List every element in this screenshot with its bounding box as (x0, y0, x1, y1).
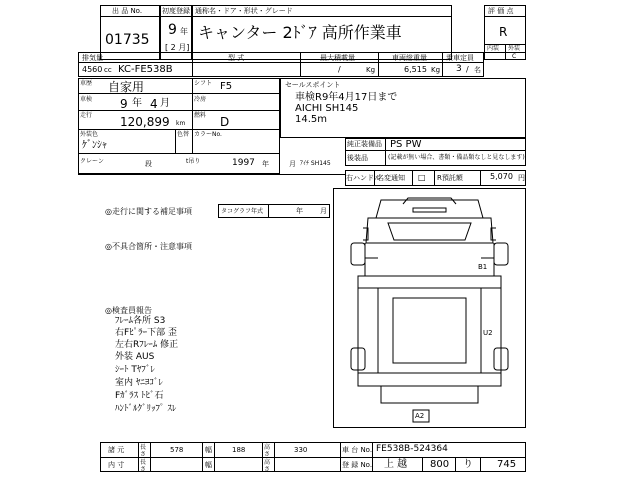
model-label: 型 式 (228, 54, 245, 62)
model-value: KC-FE538B (118, 64, 173, 75)
divider (78, 62, 484, 63)
divider (160, 16, 192, 17)
sales-point-line-1: 車検R9年4月17日まで (295, 92, 398, 103)
crane-year-unit: 年 (262, 160, 269, 168)
inspection-month-unit: 月 (160, 98, 170, 109)
size-label: 諸 元 (108, 446, 125, 454)
divider (274, 442, 275, 472)
divider (192, 16, 452, 17)
color-no-label: カラーNo. (194, 131, 222, 138)
recycle-label: R預託額 (437, 174, 463, 182)
handle-label: 右ハンドル (346, 174, 381, 182)
reg-area: 上 越 (384, 459, 408, 470)
vehicle-diagram (333, 188, 526, 428)
capacity-separator: / (466, 65, 469, 74)
mileage-label: 走行 (80, 112, 93, 119)
capacity-value: 3 (456, 64, 462, 74)
diagram-mark-u2: U2 (483, 329, 493, 337)
divider (455, 457, 456, 472)
width-label: 幅 (205, 446, 212, 454)
shift-value: F5 (220, 81, 233, 92)
divider (378, 52, 379, 77)
displacement-label: 排気量 (82, 54, 103, 62)
divider (150, 442, 151, 472)
chassis-value: FE538B-524364 (376, 444, 448, 454)
mileage-note-label: ◎走行に関する補足事項 (105, 207, 192, 216)
divider (268, 204, 269, 218)
gross-weight-value: 6,515 (404, 65, 427, 74)
maxload-label: 最大積載量 (320, 54, 355, 62)
kg-unit: Kg (431, 66, 441, 74)
divider (262, 442, 263, 472)
car-name: キャンター 2ﾄﾞｱ 高所作業車 (198, 23, 402, 42)
divider (192, 52, 193, 77)
diagram-mark-a2: A2 (415, 412, 425, 420)
exterior-label: 外装 (508, 45, 521, 52)
divider (78, 129, 280, 130)
diagram-mark-b1: B1 (478, 263, 488, 271)
inspector-line-8: ﾊﾝﾄﾞﾙｸﾞﾘｯﾌﾟ ｽﾚ (115, 404, 177, 414)
equipment-value: PS PW (390, 139, 422, 150)
sales-point-line-3: 14.5m (295, 114, 328, 125)
divider (480, 170, 481, 186)
defects-label: ◎不具合箇所・注意事項 (105, 242, 192, 251)
reg-number: 745 (497, 459, 517, 470)
kg-unit: Kg (366, 66, 376, 74)
crane-month-label: 月 (289, 160, 296, 168)
aftermarket-label: 後装品 (347, 154, 368, 162)
crane-year: 1997 (232, 158, 255, 168)
chassis-label: 車 台 No. (342, 446, 373, 454)
name-change-box: □ (418, 173, 426, 182)
divider (442, 52, 443, 77)
category-value: 自家用 (108, 80, 145, 94)
lot-number: 01735 (105, 32, 150, 48)
category-label: 車歴 (80, 80, 93, 87)
tacho-month-unit: 月 (320, 207, 327, 215)
divider (345, 150, 526, 151)
inspection-month: 4 (150, 97, 158, 111)
divider (175, 129, 176, 153)
exterior-grade: C (512, 53, 517, 60)
name-change-label: 名変通知 (377, 174, 405, 182)
inspector-line-2: 右Fﾋﾟﾗｰ下部 歪 (115, 328, 178, 338)
reg-class: 800 (430, 459, 450, 470)
capacity-unit: 名 (474, 66, 481, 74)
divider (372, 442, 373, 472)
sales-point-label: セールスポイント (285, 81, 341, 89)
divider (300, 52, 301, 77)
inner-width-label: 幅 (205, 461, 212, 469)
inner-size-label: 内 寸 (108, 461, 125, 469)
inspection-year: 9 (120, 97, 128, 111)
reg-kana: り (463, 459, 473, 470)
reg-year-unit: 年 (180, 27, 188, 36)
displacement-value: 4560 (82, 65, 103, 74)
crane-ton-unit: t吊り (186, 158, 201, 165)
reg-no-label: 登 録 No. (342, 461, 373, 469)
score-label: 評 価 点 (488, 7, 514, 15)
equipment-label: 純正装備品 (347, 140, 382, 148)
reg-year: 9 (168, 22, 177, 38)
fuel-value: D (220, 115, 230, 129)
inspector-title: ◎検査員報告 (105, 306, 152, 315)
maxload-value: / (338, 65, 341, 74)
divider (505, 44, 506, 60)
inspection-year-unit: 年 (132, 98, 142, 109)
width-value: 188 (232, 446, 246, 454)
inner-length-label: 長さ (140, 459, 147, 473)
inspector-line-7: Fｶﾞﾗｽ ﾄﾋﾞ石 (115, 391, 164, 401)
crane-stage-unit: 段 (145, 160, 152, 168)
score-value: R (499, 25, 508, 39)
inspector-line-5: ｼｰﾄ Tﾔﾌﾞﾚ (115, 365, 155, 375)
inspector-line-1: ﾌﾚｰﾑ各所 S3 (115, 316, 166, 326)
fuel-label: 燃料 (194, 112, 207, 119)
mileage-value: 120,899 (120, 115, 170, 129)
yen-unit: 円 (518, 174, 525, 182)
sales-point-line-2: AICHI SH145 (295, 103, 359, 114)
divider (100, 457, 526, 458)
ext-color-value: ｹﾞﾝｼｬ (82, 140, 107, 151)
divider (484, 16, 526, 17)
inner-height-label: 高さ (264, 459, 271, 473)
crane-label: クレーン (80, 158, 104, 165)
divider (192, 129, 193, 153)
crane-model: ｱｲﾁ SH145 (300, 160, 331, 167)
gross-weight-label: 車両総重量 (392, 54, 427, 62)
divider (78, 110, 280, 111)
length-label: 長さ (140, 444, 147, 458)
divider (340, 442, 341, 472)
divider (192, 78, 193, 129)
inspector-line-3: 左右Rﾌﾚｰﾑ 修正 (115, 340, 179, 350)
height-value: 330 (294, 446, 308, 454)
divider (214, 442, 215, 472)
divider (385, 138, 386, 166)
divider (422, 457, 423, 472)
capacity-label: 乗車定員 (446, 54, 474, 62)
inspection-label: 車検 (80, 96, 93, 103)
divider (480, 457, 481, 472)
car-name-label: 通称名・ドア・形状・グレード (195, 7, 293, 15)
length-value: 578 (170, 446, 184, 454)
first-reg-label: 初度登録 (162, 7, 190, 15)
shift-label: シフト (194, 80, 213, 87)
cc-unit: cc (104, 66, 112, 74)
recycle-value: 5,070 (490, 172, 513, 181)
interior-label: 内装 (487, 45, 500, 52)
divider (412, 170, 413, 186)
aircon-label: 冷房 (194, 96, 207, 103)
tacho-year-unit: 年 (296, 207, 303, 215)
inspector-line-6: 室内 ﾔﾆﾖｺﾞﾚ (115, 378, 163, 388)
aftermarket-note: (記載が無い場合、書類・備品類なしと見なします) (388, 154, 525, 161)
reg-month: [ 2 月] (165, 43, 190, 52)
color-change-label: 色替 (177, 131, 190, 138)
lot-label: 出 品 No. (112, 7, 143, 15)
height-label: 高さ (264, 444, 271, 458)
tacho-label: タコグラフ年式 (221, 208, 264, 215)
divider (138, 442, 139, 472)
inspector-line-4: 外装 AUS (115, 352, 155, 362)
divider (78, 153, 280, 154)
divider (434, 170, 435, 186)
km-unit: km (176, 120, 186, 127)
ext-color-label: 外装色 (80, 131, 99, 138)
divider (78, 174, 346, 175)
divider (100, 16, 160, 17)
divider (202, 442, 203, 472)
